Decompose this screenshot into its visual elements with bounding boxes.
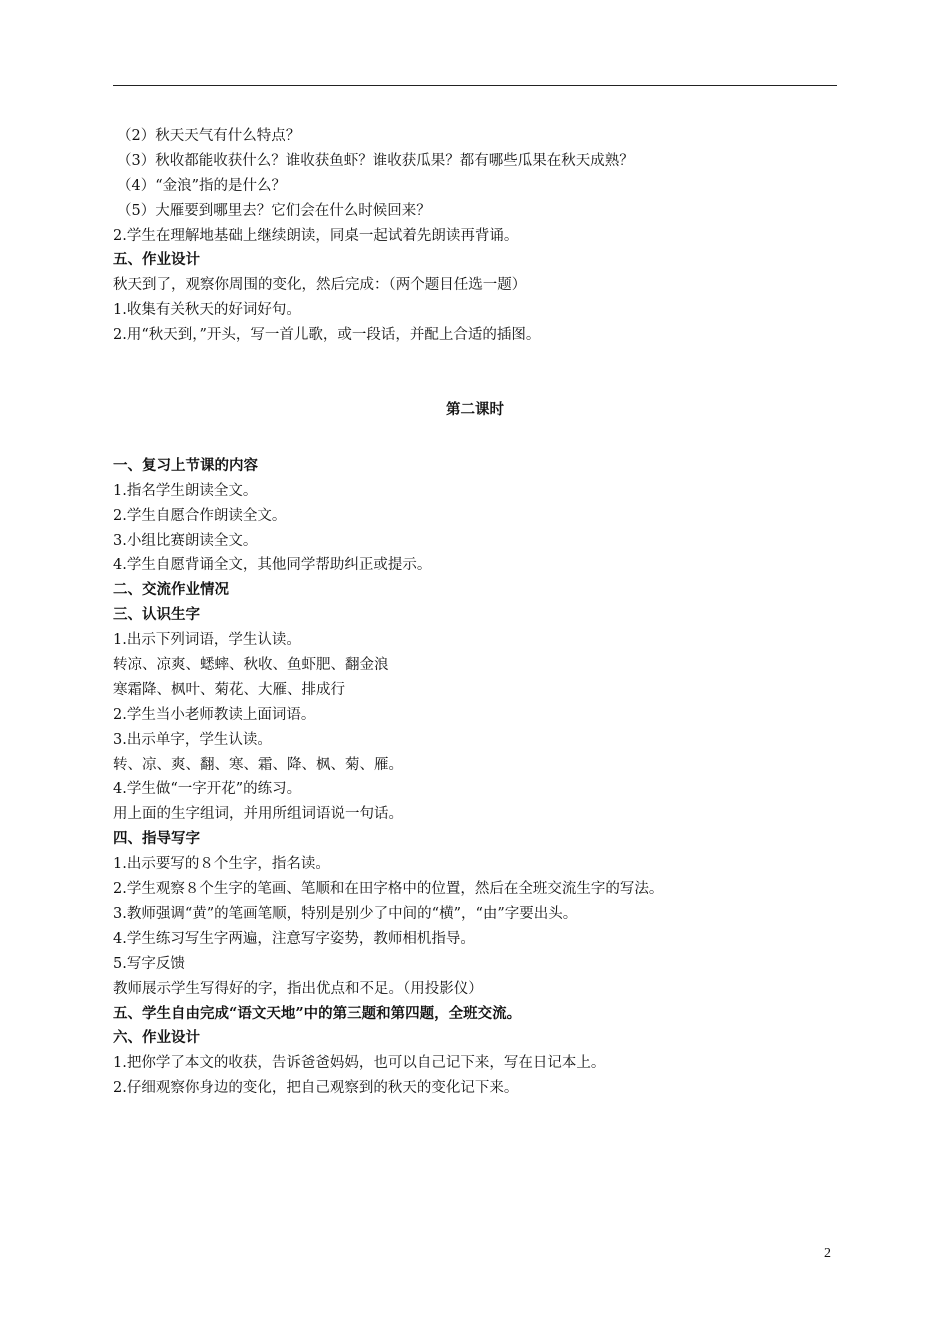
list-item: 教师展示学生写得好的字，指出优点和不足。（用投影仪） [113,980,483,997]
section-heading: 五、作业设计 [113,251,200,269]
list-item: 4.学生做“一字开花”的练习。 [113,781,302,798]
list-item: 用上面的生字组词，并用所组词语说一句话。 [113,806,403,823]
section-heading: 六、作业设计 [113,1029,200,1047]
section-heading: 二、交流作业情况 [113,581,229,599]
section-heading: 五、学生自由完成“语文天地”中的第三题和第四题，全班交流。 [113,1004,522,1022]
question-item: （3）秋收都能收获什么？谁收获鱼虾？谁收获瓜果？都有哪些瓜果在秋天成熟？ [117,152,634,169]
page-number: 2 [824,1246,831,1261]
section-heading: 三、认识生字 [113,606,200,624]
list-item: 3.出示单字，学生认读。 [113,731,272,748]
list-item: 2.仔细观察你身边的变化，把自己观察到的秋天的变化记下来。 [113,1080,519,1097]
list-item: 1.出示要写的８个生字，指名读。 [113,856,330,873]
list-item: 转、凉、爽、翻、寒、霜、降、枫、菊、雁。 [113,756,403,773]
list-item: 转凉、凉爽、蟋蟀、秋收、鱼虾肥、翻金浪 [113,657,389,674]
list-item: 2.学生当小老师教读上面词语。 [113,706,316,723]
paragraph: 2.学生在理解地基础上继续朗读，同桌一起试着先朗读再背诵。 [113,227,519,244]
question-item: （4）“金浪”指的是什么？ [117,177,287,194]
list-item: 4.学生自愿背诵全文，其他同学帮助纠正或提示。 [113,557,432,574]
question-item: （2）秋天天气有什么特点？ [117,128,301,144]
header-rule [113,85,837,86]
lesson-title: 第二课时 [446,401,504,419]
list-item: 2.学生观察８个生字的笔画、笔顺和在田字格中的位置，然后在全班交流生字的写法。 [113,881,664,898]
spacer [113,423,837,454]
list-item: 2.用“秋天到，”开头，写一首儿歌，或一段话，并配上合适的插图。 [113,327,541,344]
list-item: 5.写字反馈 [113,955,185,972]
document-body [113,124,837,1101]
section-heading: 一、复习上节课的内容 [113,456,258,474]
question-item: （5）大雁要到哪里去？它们会在什么时候回来？ [117,202,431,219]
list-item: 寒霜降、枫叶、菊花、大雁、排成行 [113,681,345,698]
list-item: 3.小组比赛朗读全文。 [113,532,258,549]
list-item: 1.收集有关秋天的好词好句。 [113,302,301,319]
list-item: 3.教师强调“黄”的笔画笔顺，特别是别少了中间的“横”，“由”字要出头。 [113,905,578,922]
list-item: 4.学生练习写生字两遍，注意写字姿势，教师相机指导。 [113,930,475,947]
section-heading: 四、指导写字 [113,830,200,848]
list-item: 1.指名学生朗读全文。 [113,482,258,499]
list-item: 1.把你学了本文的收获，告诉爸爸妈妈，也可以自己记下来，写在日记本上。 [113,1055,606,1072]
list-item: 1.出示下列词语，学生认读。 [113,632,301,649]
spacer [113,348,837,398]
list-item: 2.学生自愿合作朗读全文。 [113,507,287,524]
paragraph: 秋天到了，观察你周围的变化，然后完成：（两个题目任选一题） [113,277,527,294]
